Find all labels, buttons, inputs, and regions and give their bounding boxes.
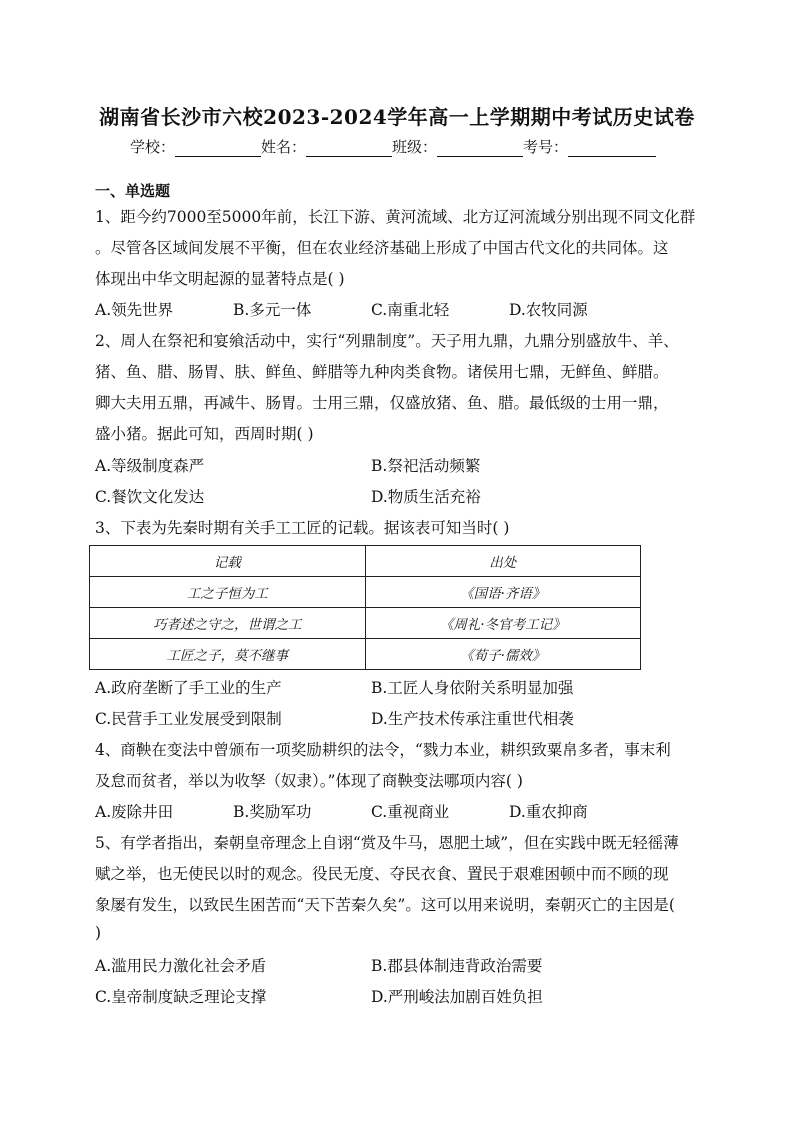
table-cell: 工之子恒为工 [90, 577, 366, 608]
question-line: 盛小猪。据此可知，西周时期( ) [95, 425, 314, 443]
option-d: D.生产技术传承注重世代相袭 [371, 710, 574, 728]
student-info-row [130, 136, 656, 157]
school-label: 学校： [130, 138, 176, 156]
section-title: 一、单选题 [95, 182, 171, 200]
table-cell: 巧者述之守之，世谓之工 [90, 608, 366, 639]
option-b: B.祭祀活动频繁 [371, 457, 481, 475]
question-line: 象屡有发生，以致民生困苦而“天下苦秦久矣”。这可以用来说明，秦朝灭亡的主因是( [95, 896, 675, 914]
option-b: B.工匠人身依附关系明显加强 [371, 679, 574, 697]
table-header-row [90, 546, 641, 577]
table-cell: 《国语·齐语》 [365, 577, 641, 608]
class-label: 班级： [392, 138, 438, 156]
option-d: D.严刑峻法加剧百姓负担 [371, 988, 543, 1006]
option-b: B.多元一体 [233, 301, 312, 319]
option-c: C.重视商业 [371, 803, 450, 821]
class-blank [437, 141, 523, 157]
number-label: 考号： [523, 138, 569, 156]
question-line: 猪、鱼、腊、肠胃、肤、鲜鱼、鲜腊等九种肉类食物。诸侯用七鼎，无鲜鱼、鲜腊。 [95, 363, 669, 381]
question-line: 4、商鞅在变法中曾颁布一项奖励耕织的法令，“戮力本业，耕织致粟帛多者，事末利 [95, 741, 671, 759]
question-line: 2、周人在祭祀和宴飨活动中，实行“列鼎制度”。天子用九鼎，九鼎分别盛放牛、羊、 [95, 332, 679, 350]
option-b: B.奖励军功 [233, 803, 312, 821]
table-row [90, 577, 641, 608]
table-row [90, 639, 641, 670]
page-title: 湖南省长沙市六校2023-2024学年高一上学期期中考试历史试卷 [99, 105, 695, 129]
option-a: A.滥用民力激化社会矛盾 [95, 957, 267, 975]
table-row [90, 608, 641, 639]
question-line: 5、有学者指出，秦朝皇帝理念上自诩“赏及牛马，恩肥土域”，但在实践中既无轻徭薄 [95, 834, 679, 852]
option-d: D.物质生活充裕 [371, 488, 481, 506]
option-c: C.餐饮文化发达 [95, 488, 205, 506]
question-line: 3、下表为先秦时期有关手工工匠的记载。据该表可知当时( ) [95, 519, 510, 537]
name-label: 姓名： [261, 138, 307, 156]
option-a: A.领先世界 [95, 301, 174, 319]
option-a: A.废除井田 [95, 803, 174, 821]
question-line: 体现出中华文明起源的显著特点是( ) [95, 270, 345, 288]
table-cell: 《荀子·儒效》 [365, 639, 641, 670]
option-a: A.政府垄断了手工业的生产 [95, 679, 282, 697]
option-d: D.农牧同源 [509, 301, 588, 319]
question-line: 1、距今约7000至5000年前，长江下游、黄河流域、北方辽河流域分别出现不同文化群 [95, 208, 696, 226]
option-c: C.皇帝制度缺乏理论支撑 [95, 988, 267, 1006]
table-header-cell: 出处 [365, 546, 641, 577]
question-line: 。尽管各区域间发展不平衡，但在农业经济基础上形成了中国古代文化的共同体。这 [95, 239, 669, 257]
option-c: C.南重北轻 [371, 301, 450, 319]
table-header-cell: 记载 [90, 546, 366, 577]
option-b: B.郡县体制违背政治需要 [371, 957, 543, 975]
name-blank [306, 141, 392, 157]
number-blank [568, 141, 656, 157]
table-cell: 《周礼·冬官考工记》 [365, 608, 641, 639]
option-c: C.民营手工业发展受到限制 [95, 710, 282, 728]
option-d: D.重农抑商 [509, 803, 588, 821]
question-line: 卿大夫用五鼎，再减牛、肠胃。士用三鼎，仅盛放猪、鱼、腊。最低级的士用一鼎， [95, 394, 669, 412]
source-table [89, 545, 641, 670]
question-line: ) [95, 924, 102, 942]
question-line: 及怠而贫者，举以为收孥（奴隶）。”体现了商鞅变法哪项内容( ) [95, 772, 523, 790]
question-line: 赋之举，也无使民以时的观念。役民无度、夺民衣食、置民于艰难困顿中而不顾的现 [95, 865, 669, 883]
option-a: A.等级制度森严 [95, 457, 205, 475]
school-blank [175, 141, 261, 157]
table-cell: 工匠之子，莫不继事 [90, 639, 366, 670]
